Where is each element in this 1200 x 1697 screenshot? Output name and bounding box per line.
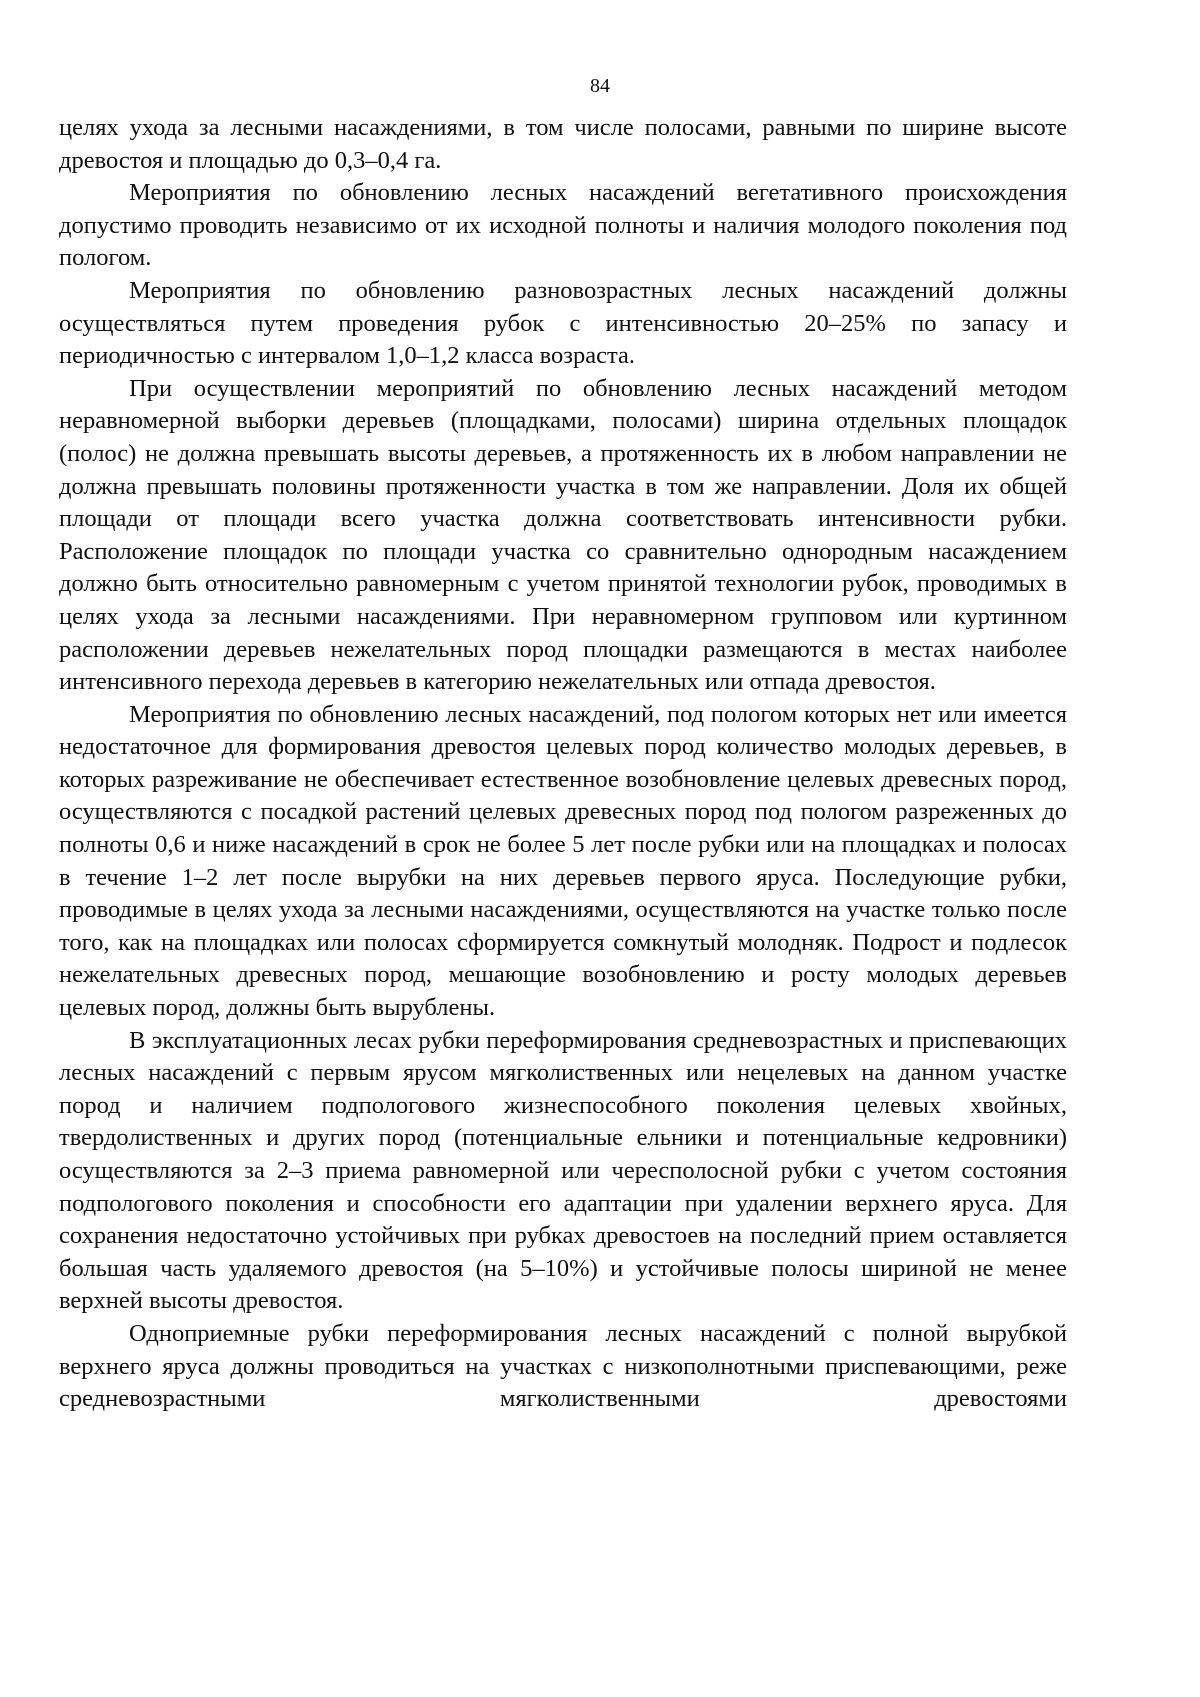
paragraph-uneven-aged-renewal: Мероприятия по обновлению разновозрастных лесных насаждений должны осуществляться путем проведения рубок с интенсивностью 20–25% по запасу и периодичностью с интервалом 1,0–1,2 класса возраста.: [59, 276, 1067, 370]
paragraph-reformation-cutting: В эксплуатационных лесах рубки переформирования средневозрастных и приспевающих лесных насаждений с первым ярусом мягколиственных или нецелевых на данном участке пород и наличием подпологового жизнеспособного поколения целевых хвойных, твердолиственных и других пород (потенциальные ельники и потенциальные кедровники) осуществляются за 2–3 приема равномерной или чересполосной рубки с учетом состояния подпологового поколения и способности его адаптации при удалении верхнего яруса. Для сохранения недостаточно устойчивых при рубках древостоев на последний прием оставляется большая часть удаляемого древостоя (на 5–10%) и устойчивые полосы шириной не менее верхней высоты древостоя.: [59, 1026, 1067, 1315]
paragraph-continuation: целях ухода за лесными насаждениями, в том числе полосами, равными по ширине высоте древостоя и площадью до 0,3–0,4 га.: [59, 114, 1067, 174]
paragraph-vegetative-origin: Мероприятия по обновлению лесных насаждений вегетативного происхождения допустимо проводить независимо от их исходной полноты и наличия молодого поколения под пологом.: [59, 179, 1067, 272]
page-number: 84: [590, 75, 610, 97]
paragraph-uneven-selection: При осуществлении мероприятий по обновлению лесных насаждений методом неравномерной выборки деревьев (площадками, полосами) ширина отдельных площадок (полос) не должна превышать высоты деревьев, а протяженность их в любом направлении не должна превышать половины протяженности участка в том же направлении. Доля их общей площади от площади всего участка должна соответствовать интенсивности рубки. Расположение площадок по площади участка со сравнительно однородным насаждением должно быть относительно равномерным с учетом принятой технологии рубок, проводимых в целях ухода за лесными насаждениями. При неравномерном групповом или куртинном расположении деревьев нежелательных пород площадки размещаются в местах наиболее интенсивного перехода деревьев в категорию нежелательных или отпада древостоя.: [59, 374, 1067, 696]
paragraph-single-stage-cutting: Одноприемные рубки переформирования лесных насаждений с полной вырубкой верхнего яруса должны проводиться на участках с низкополнотными приспевающими, реже средневозрастными мягколиственными древостоями: [59, 1319, 1067, 1413]
body-text: [59, 112, 1067, 1416]
paragraph-underplanting: Мероприятия по обновлению лесных насаждений, под пологом которых нет или имеется недостаточное для формирования древостоя целевых пород количество молодых деревьев, в которых разреживание не обеспечивает естественное возобновление целевых древесных пород, осуществляются с посадкой растений целевых древесных пород под пологом разреженных до полноты 0,6 и ниже насаждений в срок не более 5 лет после рубки или на площадках и полосах в течение 1–2 лет после вырубки на них деревьев первого яруса. Последующие рубки, проводимые в целях ухода за лесными насаждениями, осуществляются на участке только после того, как на площадках или полосах сформируется сомкнутый молодняк. Подрост и подлесок нежелательных древесных пород, мешающие возобновлению и росту молодых деревьев целевых пород, должны быть вырублены.: [59, 700, 1067, 1022]
